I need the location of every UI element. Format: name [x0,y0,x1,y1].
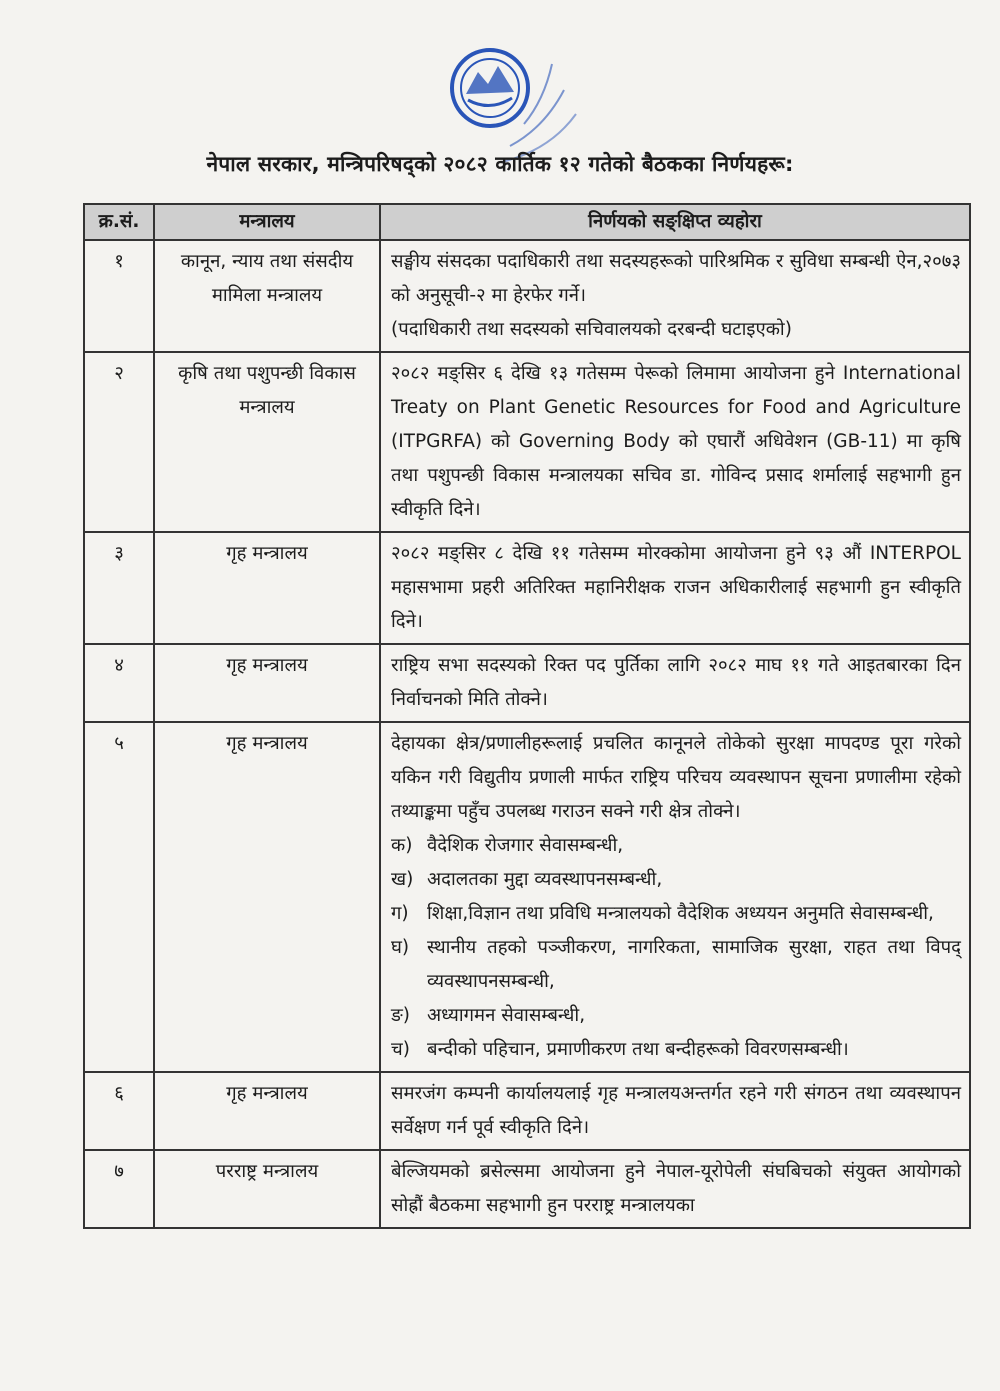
row-number: ५ [84,722,154,1072]
row-number: ४ [84,644,154,722]
row-number: २ [84,352,154,532]
decision-text: बेल्जियमको ब्रसेल्समा आयोजना हुने नेपाल-यूरोपेली संघबिचको संयुक्त आयोगको सोह्रौं बैठकमा सहभागी हुन परराष्ट्र मन्त्रालयका [391,1161,961,1216]
table-row [84,240,970,352]
table-row [84,1150,970,1228]
row-ministry: गृह मन्त्रालय [154,722,380,1072]
sub-item-text: अदालतका मुद्दा व्यवस्थापनसम्बन्धी, [427,869,663,890]
table-header-row [84,204,970,240]
row-number: ६ [84,1072,154,1150]
decision-text: देहायका क्षेत्र/प्रणालीहरूलाई प्रचलित कानूनले तोकेको सुरक्षा मापदण्ड पूरा गरेको यकिन गरी विद्युतीय प्रणाली मार्फत राष्ट्रिय परिचय व्यवस्थापन सूचना प्रणालीमा रहेको तथ्याङ्कमा पहुँच उपलब्ध गराउन सक्ने गरी क्षेत्र तोक्ने। [391,733,961,822]
row-number: ३ [84,532,154,644]
row-ministry: गृह मन्त्रालय [154,1072,380,1150]
row-decision [380,532,970,644]
sub-item-text: शिक्षा,विज्ञान तथा प्रविधि मन्त्रालयको वैदेशिक अध्ययन अनुमति सेवासम्बन्धी, [427,903,934,924]
sub-item [391,863,961,897]
sub-item-marker: ङ) [391,1005,411,1026]
decision-text: सङ्घीय संसदका पदाधिकारी तथा सदस्यहरूको पारिश्रमिक र सुविधा सम्बन्धी ऐन,२०७३ को अनुसूची-२ मा हेरफेर गर्ने। [391,251,961,306]
sub-item-marker: क) [391,835,413,856]
sub-item-marker: घ) [391,937,410,958]
row-decision [380,1150,970,1228]
sub-item-text: अध्यागमन सेवासम्बन्धी, [427,1005,586,1026]
sub-item [391,931,961,999]
header-decision: निर्णयको सङ्क्षिप्त व्यहोरा [380,204,970,240]
row-ministry: गृह मन्त्रालय [154,644,380,722]
sub-item-marker: ख) [391,869,414,890]
row-ministry: गृह मन्त्रालय [154,532,380,644]
sub-item-text: बन्दीको पहिचान, प्रमाणीकरण तथा बन्दीहरूको विवरणसम्बन्धी। [427,1039,849,1060]
sub-item-marker: च) [391,1039,410,1060]
table-row [84,532,970,644]
table-row [84,644,970,722]
header-serial: क्र.सं. [84,204,154,240]
sub-item-text: स्थानीय तहको पञ्जीकरण, नागरिकता, सामाजिक सुरक्षा, राहत तथा विपद् व्यवस्थापनसम्बन्धी, [427,937,961,992]
row-number: ७ [84,1150,154,1228]
table-row [84,722,970,1072]
sub-item-marker: ग) [391,903,409,924]
table-row [84,352,970,532]
sub-item [391,897,961,931]
decision-note: (पदाधिकारी तथा सदस्यको सचिवालयको दरबन्दी घटाइएको) [391,319,792,340]
decision-text: २०८२ मङ्सिर ६ देखि १३ गतेसम्म पेरूको लिमामा आयोजना हुने International Treaty on Plant Genetic Resources for Food and Agriculture (ITPGRFA) को Governing Body को एघारौं अधिवेशन (GB-11) मा कृषि तथा पशुपन्छी विकास मन्त्रालयका सचिव डा. गोविन्द प्रसाद शर्मालाई सहभागी हुन स्वीकृति दिने। [391,363,961,520]
header-ministry: मन्त्रालय [154,204,380,240]
decisions-table [83,203,971,1229]
row-ministry: परराष्ट्र मन्त्रालय [154,1150,380,1228]
sub-item [391,999,961,1033]
row-ministry: कृषि तथा पशुपन्छी विकास मन्त्रालय [154,352,380,532]
decision-text: समरजंग कम्पनी कार्यालयलाई गृह मन्त्रालयअन्तर्गत रहने गरी संगठन तथा व्यवस्थापन सर्वेक्षण गर्न पूर्व स्वीकृति दिने। [391,1083,961,1138]
decision-text: राष्ट्रिय सभा सदस्यको रिक्त पद पुर्तिका लागि २०८२ माघ ११ गते आइतबारका दिन निर्वाचनको मिति तोक्ने। [391,655,961,710]
sub-item-text: वैदेशिक रोजगार सेवासम्बन्धी, [427,835,624,856]
row-ministry: कानून, न्याय तथा संसदीय मामिला मन्त्रालय [154,240,380,352]
sub-item [391,829,961,863]
row-number: १ [84,240,154,352]
row-decision [380,240,970,352]
row-decision [380,1072,970,1150]
row-decision [380,644,970,722]
decision-text: २०८२ मङ्सिर ८ देखि ११ गतेसम्म मोरक्कोमा आयोजना हुने ९३ औं INTERPOL महासभामा प्रहरी अतिरिक्त महानिरीक्षक राजन अधिकारीलाई सहभागी हुन स्वीकृति दिने। [391,543,961,632]
table-row [84,1072,970,1150]
row-decision [380,722,970,1072]
page-title: नेपाल सरकार, मन्त्रिपरिषद्को २०८२ कार्तिक १२ गतेको बैठकका निर्णयहरू: [206,152,794,176]
sub-item [391,1033,961,1067]
row-decision [380,352,970,532]
